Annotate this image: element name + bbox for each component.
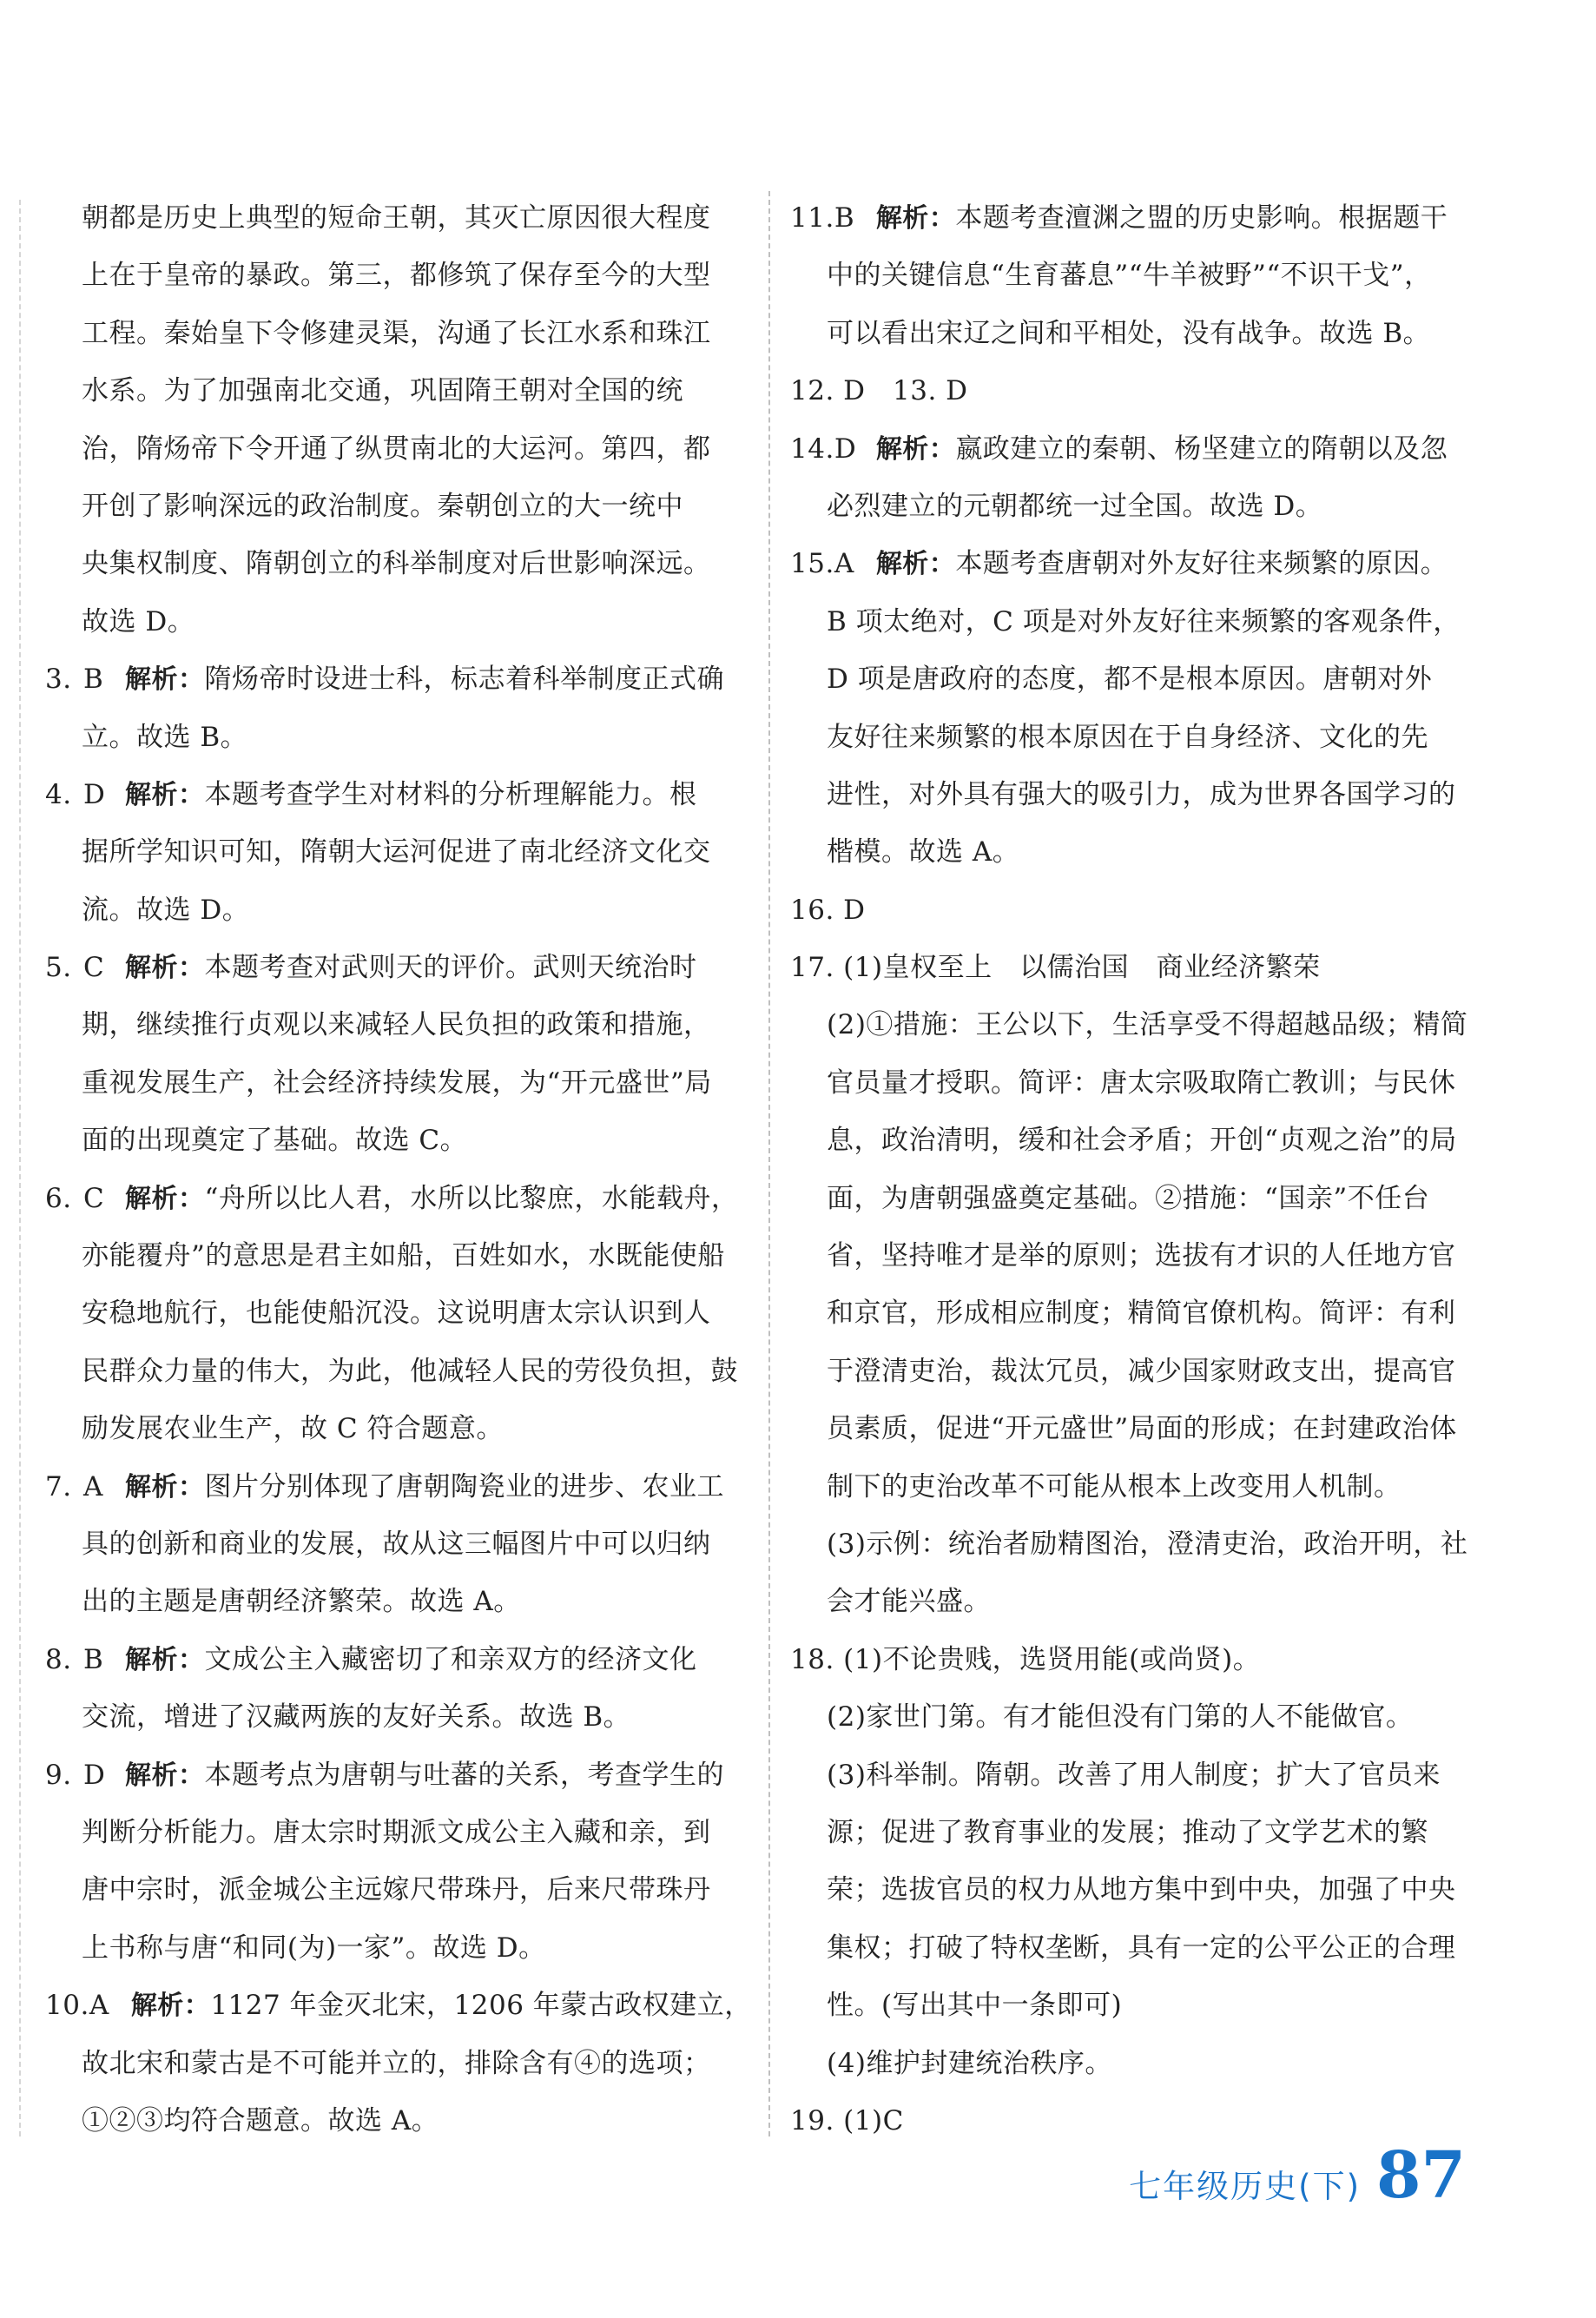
question-number: 11. xyxy=(790,202,834,234)
continuation-line: 楷模。故选 A。 xyxy=(827,836,1020,868)
analysis-text: 本题考查学生对材料的分析理解能力。根 xyxy=(204,778,697,810)
answer-line: 12. D 13. D xyxy=(790,375,968,407)
answer-choice: C xyxy=(83,1182,105,1214)
answer-item xyxy=(45,1631,749,1688)
continuation-line: 开创了影响深远的政治制度。秦朝创立的大一统中 xyxy=(82,490,683,522)
analysis-label: 解析： xyxy=(125,1471,205,1502)
answer-choice: D xyxy=(83,778,106,810)
continuation-line: 荣；选拔官员的权力从地方集中到中央，加强了中央 xyxy=(827,1874,1456,1906)
question-number: 6. xyxy=(45,1182,72,1214)
continuation-line: 立。故选 B。 xyxy=(82,721,248,753)
continuation-line: 于澄清吏治，裁汰冗员，减少国家财政支出，提高官 xyxy=(827,1355,1456,1387)
answer-item xyxy=(45,939,749,996)
continuation-line: 故北宋和蒙古是不可能并立的，排除含有④的选项； xyxy=(82,2047,711,2079)
continuation-line: 上在于皇帝的暴政。第三，都修筑了保存至今的大型 xyxy=(82,260,711,292)
answer-choice: A xyxy=(89,1990,109,2022)
answer-item xyxy=(45,1458,749,1516)
continuation-line: 省，坚持唯才是举的原则；选拔有才识的人任地方官 xyxy=(827,1240,1456,1272)
continuation-line: 员素质，促进“开元盛世”局面的形成；在封建政治体 xyxy=(827,1413,1457,1445)
continuation-line: 民群众力量的伟大，为此，他减轻人民的劳役负担，鼓 xyxy=(82,1355,738,1387)
answer-item xyxy=(790,189,1485,247)
analysis-label: 解析： xyxy=(125,1760,205,1791)
continuation-line: (4)维护封建统治秩序。 xyxy=(827,2047,1112,2079)
continuation-line: 官员量才授职。简评：唐太宗吸取隋亡教训；与民休 xyxy=(827,1067,1456,1099)
continuation-line: 唐中宗时，派金城公主远嫁尺带珠丹，后来尺带珠丹 xyxy=(82,1874,711,1906)
page-number: 87 xyxy=(1376,2138,1466,2213)
answer-line: 19. (1)C xyxy=(790,2104,904,2136)
continuation-line: 励发展农业生产，故 C 符合题意。 xyxy=(82,1413,504,1445)
footer-subject: 七年级历史(下) xyxy=(1129,2168,1362,2205)
continuation-line: 出的主题是唐朝经济繁荣。故选 A。 xyxy=(82,1586,521,1618)
analysis-label: 解析： xyxy=(125,1183,205,1214)
question-number: 9. xyxy=(45,1759,72,1791)
continuation-line: 面的出现奠定了基础。故选 C。 xyxy=(82,1125,468,1157)
continuation-line: 具的创新和商业的发展，故从这三幅图片中可以归纳 xyxy=(82,1528,711,1560)
analysis-text: 图片分别体现了唐朝陶瓷业的进步、农业工 xyxy=(204,1470,724,1502)
question-number: 15. xyxy=(790,548,834,580)
continuation-line: 工程。秦始皇下令修建灵渠，沟通了长江水系和珠江 xyxy=(82,317,711,349)
analysis-text: 文成公主入藏密切了和亲双方的经济文化 xyxy=(204,1643,697,1675)
continuation-line: 期，继续推行贞观以来减轻人民负担的政策和措施， xyxy=(82,1009,711,1041)
analysis-text: 隋炀帝时设进士科，标志着科举制度正式确 xyxy=(204,664,724,696)
answer-item xyxy=(790,535,1485,592)
continuation-line: (3)科举制。隋朝。改善了用人制度；扩大了官员来 xyxy=(827,1759,1441,1791)
continuation-line: 水系。为了加强南北交通，巩固隋王朝对全国的统 xyxy=(82,375,683,407)
continuation-line: 面，为唐朝强盛奠定基础。②措施：“国亲”不任台 xyxy=(827,1182,1430,1214)
answer-choice: A xyxy=(83,1470,103,1502)
page-footer xyxy=(1129,2138,1466,2213)
analysis-label: 解析： xyxy=(125,953,205,984)
answer-choice: A xyxy=(834,548,854,580)
continuation-line: 据所学知识可知，隋朝大运河促进了南北经济文化交 xyxy=(82,836,711,868)
answer-item xyxy=(45,650,749,708)
analysis-text: “舟所以比人君，水所以比黎庶，水能载舟， xyxy=(204,1182,739,1214)
continuation-line: 重视发展生产，社会经济持续发展，为“开元盛世”局 xyxy=(82,1067,712,1099)
question-number: 3. xyxy=(45,664,72,696)
continuation-line: 和京官，形成相应制度；精简官僚机构。简评：有利 xyxy=(827,1298,1456,1330)
question-number: 10. xyxy=(45,1990,89,2022)
answer-choice: C xyxy=(83,952,105,984)
continuation-line: 朝都是历史上典型的短命王朝，其灭亡原因很大程度 xyxy=(82,202,711,234)
continuation-line: 制下的吏治改革不可能从根本上改变用人机制。 xyxy=(827,1470,1401,1502)
continuation-line: 治，隋炀帝下令开通了纵贯南北的大运河。第四，都 xyxy=(82,433,711,465)
analysis-label: 解析： xyxy=(125,1644,205,1675)
question-number: 7. xyxy=(45,1470,72,1502)
continuation-line: B 项太绝对，C 项是对外友好往来频繁的客观条件， xyxy=(827,605,1461,637)
answer-item xyxy=(45,1747,749,1804)
answer-line: 16. D xyxy=(790,894,866,926)
continuation-line: 安稳地航行，也能使船沉没。这说明唐太宗认识到人 xyxy=(82,1298,711,1330)
answer-choice: B xyxy=(83,664,104,696)
continuation-line: 源；促进了教育事业的发展；推动了文学艺术的繁 xyxy=(827,1816,1428,1848)
continuation-line: 进性，对外具有强大的吸引力，成为世界各国学习的 xyxy=(827,778,1456,810)
left-column xyxy=(45,189,752,2150)
answer-choice: D xyxy=(83,1759,106,1791)
continuation-line: (3)示例：统治者励精图治，澄清吏治，政治开明，社 xyxy=(827,1528,1468,1560)
answer-item xyxy=(45,1170,749,1227)
right-column xyxy=(790,189,1485,2150)
question-number: 4. xyxy=(45,778,72,810)
continuation-line: 可以看出宋辽之间和平相处，没有战争。故选 B。 xyxy=(827,317,1431,349)
analysis-text: 嬴政建立的秦朝、杨坚建立的隋朝以及忽 xyxy=(955,433,1448,465)
continuation-line: 会才能兴盛。 xyxy=(827,1586,991,1618)
analysis-label: 解析： xyxy=(125,779,205,810)
answer-choice: B xyxy=(834,202,855,234)
answer-line: 17. (1)皇权至上 以儒治国 商业经济繁荣 xyxy=(790,952,1321,984)
continuation-line: ①②③均符合题意。故选 A。 xyxy=(82,2104,439,2136)
analysis-text: 本题考点为唐朝与吐蕃的关系，考查学生的 xyxy=(204,1759,724,1791)
answer-item xyxy=(45,766,749,823)
analysis-text: 1127 年金灭北宋，1206 年蒙古政权建立， xyxy=(210,1990,752,2022)
continuation-line: 判断分析能力。唐太宗时期派文成公主入藏和亲，到 xyxy=(82,1816,711,1848)
question-number: 8. xyxy=(45,1643,72,1675)
answer-item xyxy=(790,420,1485,478)
answer-line: 18. (1)不论贵贱，选贤用能(或尚贤)。 xyxy=(790,1643,1261,1675)
continuation-line: 上书称与唐“和同(为)一家”。故选 D。 xyxy=(82,1932,546,1964)
question-number: 14. xyxy=(790,433,834,465)
continuation-line: (2)①措施：王公以下，生活享受不得超越品级；精简 xyxy=(827,1009,1468,1041)
continuation-line: 必烈建立的元朝都统一过全国。故选 D。 xyxy=(827,490,1323,522)
continuation-line: 中的关键信息“生育蕃息”“牛羊被野”“不识干戈”， xyxy=(827,260,1432,292)
continuation-line: 友好往来频繁的根本原因在于自身经济、文化的先 xyxy=(827,721,1428,753)
continuation-line: 交流，增进了汉藏两族的友好关系。故选 B。 xyxy=(82,1701,631,1734)
continuation-line: 央集权制度、隋朝创立的科举制度对后世影响深远。 xyxy=(82,548,711,580)
analysis-text: 本题考查澶渊之盟的历史影响。根据题干 xyxy=(955,202,1448,234)
answer-choice: D xyxy=(834,433,857,465)
analysis-text: 本题考查唐朝对外友好往来频繁的原因。 xyxy=(955,548,1448,580)
continuation-line: 集权；打破了特权垄断，具有一定的公平公正的合理 xyxy=(827,1932,1456,1964)
continuation-line: 故选 D。 xyxy=(82,605,195,637)
analysis-label: 解析： xyxy=(125,664,205,696)
continuation-line: D 项是唐政府的态度，都不是根本原因。唐朝对外 xyxy=(827,664,1433,696)
continuation-line: 息，政治清明，缓和社会矛盾；开创“贞观之治”的局 xyxy=(827,1125,1457,1157)
question-number: 5. xyxy=(45,952,72,984)
continuation-line: 性。(写出其中一条即可) xyxy=(827,1990,1123,2022)
answer-item xyxy=(45,1977,752,2034)
column-divider xyxy=(768,191,770,2136)
answer-choice: B xyxy=(83,1643,104,1675)
analysis-label: 解析： xyxy=(875,433,956,465)
continuation-line: 亦能覆舟”的意思是君主如船，百姓如水，水既能使船 xyxy=(82,1240,725,1272)
binding-margin-line xyxy=(19,200,21,2136)
analysis-label: 解析： xyxy=(875,549,956,580)
continuation-line: 流。故选 D。 xyxy=(82,894,250,926)
analysis-label: 解析： xyxy=(130,1991,211,2022)
analysis-label: 解析： xyxy=(875,203,956,234)
continuation-line: (2)家世门第。有才能但没有门第的人不能做官。 xyxy=(827,1701,1414,1734)
analysis-text: 本题考查对武则天的评价。武则天统治时 xyxy=(204,952,697,984)
